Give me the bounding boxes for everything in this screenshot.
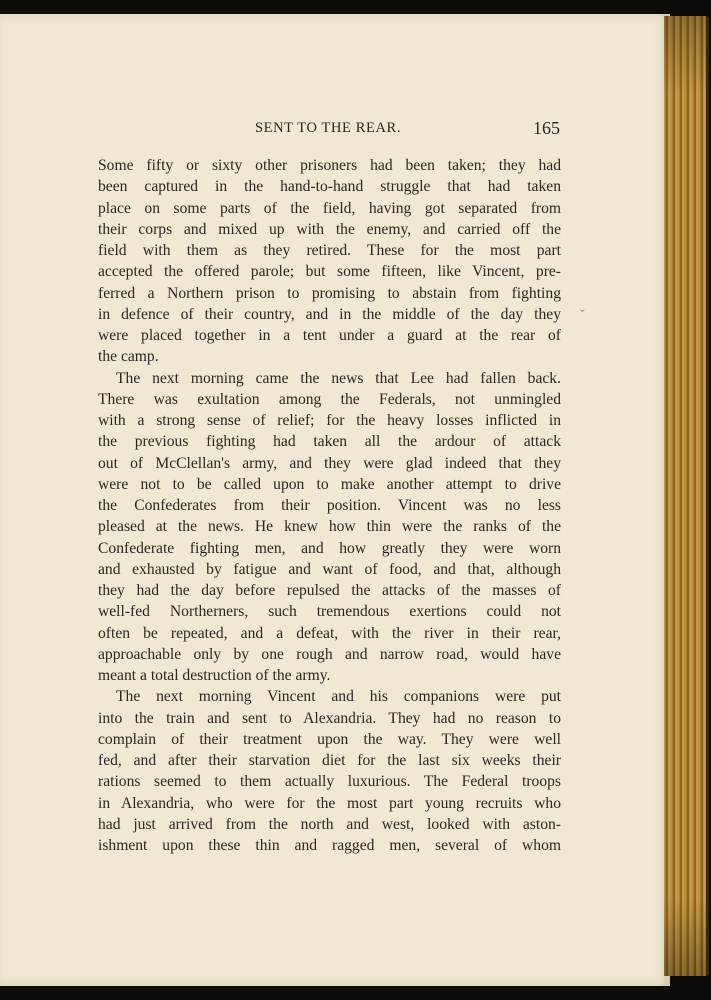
- text-line: had just arrived from the north and west, looked with aston-: [98, 815, 561, 833]
- text-line: out of McClellan's army, and they were glad indeed that they: [98, 454, 561, 472]
- text-line: been captured in the hand-to-hand struggle that had taken: [98, 178, 561, 196]
- text-line: rations seemed to them actually luxurious. The Federal troops: [98, 773, 561, 791]
- text-line: fed, and after their starvation diet for the last six weeks their: [98, 752, 561, 769]
- body-text: [98, 155, 561, 856]
- text-line: The next morning Vincent and his companions were put: [116, 688, 561, 706]
- text-line: ishment upon these thin and ragged men, several of whom: [98, 837, 561, 854]
- text-line: approachable only by one rough and narrow road, would have: [98, 645, 561, 663]
- text-line: Confederate fighting men, and how greatly they were worn: [98, 539, 561, 557]
- text-line: Some fifty or sixty other prisoners had been taken; they had: [98, 157, 561, 174]
- page-edges-shadow: [664, 16, 706, 976]
- text-line: place on some parts of the field, having got separated from: [98, 199, 561, 217]
- text-line: well-fed Northerners, such tremendous exertions could not: [98, 603, 561, 621]
- margin-mark: ˇ: [580, 308, 585, 323]
- text-line: and exhausted by fatigue and want of food, and that, although: [98, 560, 561, 578]
- text-line: were not to be called upon to make another attempt to drive: [98, 475, 561, 493]
- text-line: The next morning came the news that Lee had fallen back.: [116, 369, 561, 387]
- text-line: the previous fighting had taken all the ardour of attack: [98, 433, 561, 451]
- text-line: pleased at the news. He knew how thin were the ranks of the: [98, 518, 561, 536]
- text-line: the camp.: [98, 348, 159, 366]
- page-number: 165: [533, 118, 560, 138]
- text-line: often be repeated, and a defeat, with the river in their rear,: [98, 624, 561, 642]
- running-title: SENT TO THE REAR.: [254, 120, 402, 136]
- text-line: the Confederates from their position. Vincent was no less: [98, 497, 561, 514]
- text-line: complain of their treatment upon the way. They were well: [98, 730, 561, 748]
- text-line: meant a total destruction of the army.: [98, 667, 331, 684]
- text-line: in defence of their country, and in the middle of the day they: [98, 305, 561, 323]
- running-head: [96, 120, 560, 140]
- text-line: accepted the offered parole; but some fifteen, like Vincent, pre-: [98, 263, 561, 281]
- text-line: There was exultation among the Federals, not unmingled: [98, 390, 561, 408]
- text-line: were placed together in a tent under a guard at the rear of: [98, 327, 561, 344]
- text-line: field with them as they retired. These for the most part: [98, 242, 561, 259]
- text-line: their corps and mixed up with the enemy, and carried off the: [98, 220, 561, 238]
- paragraph-1: [98, 155, 561, 368]
- text-line: they had the day before repulsed the attacks of the masses of: [98, 582, 561, 599]
- paragraph-2: [98, 368, 561, 687]
- text-line: in Alexandria, who were for the most part young recruits who: [98, 794, 561, 812]
- paragraph-3: [98, 686, 561, 856]
- text-line: into the train and sent to Alexandria. They had no reason to: [98, 709, 561, 727]
- text-line: ferred a Northern prison to promising to abstain from fighting: [98, 284, 561, 302]
- text-line: with a strong sense of relief; for the heavy losses inflicted in: [98, 412, 561, 429]
